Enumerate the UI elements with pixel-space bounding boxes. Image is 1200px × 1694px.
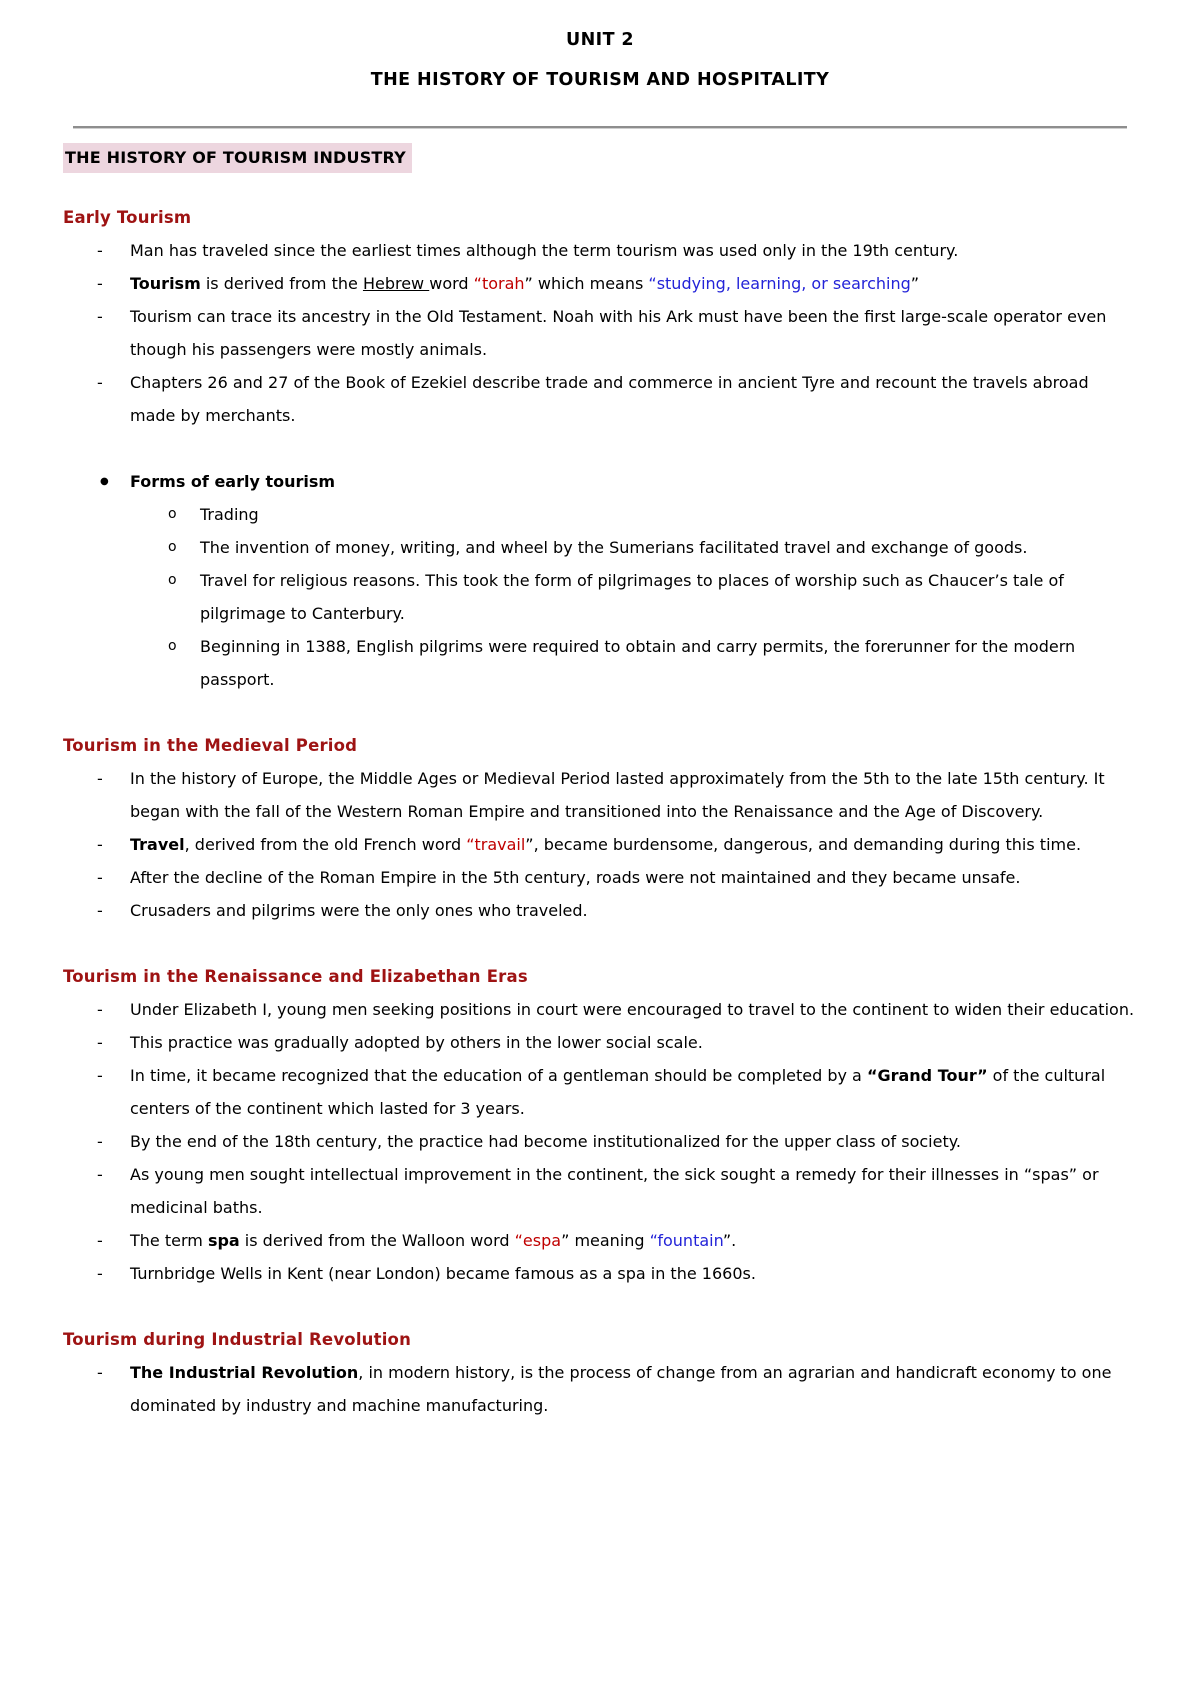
highlighted-title-row — [63, 143, 1137, 173]
circle-marker: o — [168, 539, 177, 555]
dash-marker: - — [97, 1363, 103, 1382]
dash-marker: - — [97, 241, 103, 260]
list-item-text: Travel for religious reasons. This took the form of pilgrimages to places of worship such as Chaucer’s tale of pilgrimage to Canterbury. — [200, 571, 1064, 623]
list-item-text: Crusaders and pilgrims were the only ones who traveled. — [130, 901, 588, 920]
list-item-text: Beginning in 1388, English pilgrims were required to obtain and carry permits, the forerunner for the modern passport. — [200, 637, 1076, 689]
list-item — [63, 234, 1137, 267]
list-item-text: As young men sought intellectual improvement in the continent, the sick sought a remedy for their illnesses in “spas” or medicinal baths. — [130, 1165, 1099, 1217]
list-item-text: This practice was gradually adopted by others in the lower social scale. — [130, 1033, 703, 1052]
section-heading: Early Tourism — [63, 208, 192, 227]
dash-marker: - — [97, 1231, 103, 1250]
list-item-text: Turnbridge Wells in Kent (near London) became famous as a spa in the 1660s. — [130, 1264, 756, 1283]
circle-marker: o — [168, 506, 177, 522]
list-item-text: Forms of early tourism — [130, 472, 336, 491]
list-item — [63, 531, 1137, 564]
section-heading: Tourism during Industrial Revolution — [63, 1330, 412, 1349]
list-item-text: The invention of money, writing, and wheel by the Sumerians facilitated travel and exchange of goods. — [200, 538, 1028, 557]
list-item — [63, 993, 1137, 1026]
spacer — [63, 432, 1137, 465]
circle-marker: o — [168, 572, 177, 588]
list-item-text: In time, it became recognized that the education of a gentleman should be completed by a “Grand Tour” of the cultural centers of the continent which lasted for 3 years. — [130, 1066, 1106, 1118]
dash-marker: - — [97, 373, 103, 392]
list-item — [63, 1356, 1137, 1422]
list-item-text: The term spa is derived from the Walloon word “espa” meaning “fountain”. — [130, 1231, 737, 1250]
dash-marker: - — [97, 1000, 103, 1019]
dash-marker: - — [97, 1033, 103, 1052]
list-item — [63, 267, 1137, 300]
document-body — [63, 201, 1137, 1422]
list-item — [63, 828, 1137, 861]
circle-marker: o — [168, 638, 177, 654]
list-item — [63, 1026, 1137, 1059]
list-item — [63, 1257, 1137, 1290]
list-item — [63, 1059, 1137, 1125]
list-item — [63, 1158, 1137, 1224]
section-heading: Tourism in the Renaissance and Elizabethan Eras — [63, 967, 528, 986]
list-item — [63, 1125, 1137, 1158]
list-item-text: Man has traveled since the earliest times although the term tourism was used only in the 19th century. — [130, 241, 959, 260]
dash-marker: - — [97, 868, 103, 887]
list-item-text: The Industrial Revolution, in modern history, is the process of change from an agrarian and handicraft economy to one dominated by industry and machine manufacturing. — [130, 1363, 1112, 1415]
list-item-text: After the decline of the Roman Empire in the 5th century, roads were not maintained and they became unsafe. — [130, 868, 1021, 887]
list-item — [63, 366, 1137, 432]
dash-marker: - — [97, 901, 103, 920]
dash-marker: - — [97, 1132, 103, 1151]
list-item — [63, 498, 1137, 531]
list-item-text: Chapters 26 and 27 of the Book of Ezekiel describe trade and commerce in ancient Tyre and recount the travels abroad made by merchants. — [130, 373, 1089, 425]
list-item-text: Under Elizabeth I, young men seeking positions in court were encouraged to travel to the continent to widen their education. — [130, 1000, 1135, 1019]
doc-subtitle: THE HISTORY OF TOURISM AND HOSPITALITY — [370, 70, 830, 90]
list-item — [63, 564, 1137, 630]
dash-marker: - — [97, 769, 103, 788]
list-item — [63, 861, 1137, 894]
list-item — [63, 1224, 1137, 1257]
list-item — [63, 894, 1137, 927]
dash-marker: - — [97, 1165, 103, 1184]
dash-marker: - — [97, 1066, 103, 1085]
list-item-text: Tourism can trace its ancestry in the Old Testament. Noah with his Ark must have been the first large-scale operator even though his passengers were mostly animals. — [130, 307, 1107, 359]
doc-title: UNIT 2 — [566, 30, 634, 50]
list-item-text: Travel, derived from the old French word “travail”, became burdensome, dangerous, and demanding during this time. — [130, 835, 1082, 854]
highlighted-section-title: THE HISTORY OF TOURISM INDUSTRY — [63, 143, 412, 173]
divider-rule — [73, 126, 1127, 129]
list-item-text: Tourism is derived from the Hebrew word “torah” which means “studying, learning, or searching” — [130, 274, 920, 293]
dash-marker: - — [97, 307, 103, 326]
list-item — [63, 630, 1137, 696]
bullet-marker: ● — [100, 476, 109, 487]
dash-marker: - — [97, 1264, 103, 1283]
list-item-text: In the history of Europe, the Middle Ages or Medieval Period lasted approximately from the 5th to the late 15th century. It began with the fall of the Western Roman Empire and transitioned into the Renaissance and the Age of Discovery. — [130, 769, 1105, 821]
list-item — [63, 300, 1137, 366]
dash-marker: - — [97, 835, 103, 854]
list-item — [63, 762, 1137, 828]
section-heading: Tourism in the Medieval Period — [63, 736, 358, 755]
list-item-text: By the end of the 18th century, the practice had become institutionalized for the upper class of society. — [130, 1132, 961, 1151]
dash-marker: - — [97, 274, 103, 293]
list-item — [63, 465, 1137, 498]
list-item-text: Trading — [200, 505, 259, 524]
